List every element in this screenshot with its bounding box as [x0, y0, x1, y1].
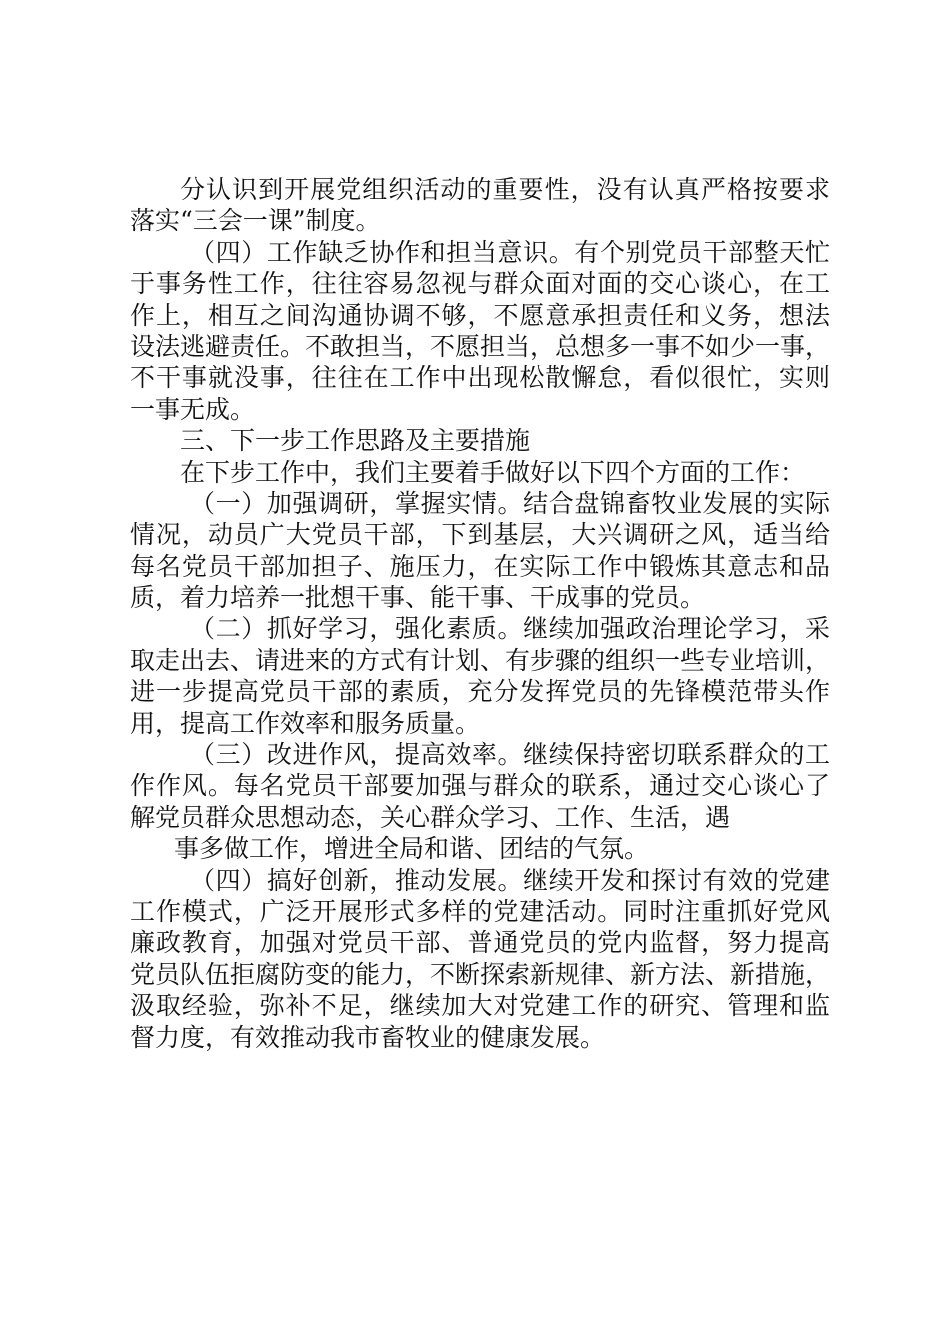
text-line: 质，着力培养一批想干事、能干事、干成事的党员。 [130, 583, 706, 613]
text-line: 用，提高工作效率和服务质量。 [130, 708, 481, 738]
text-line: （二）抓好学习，强化素质。继续加强政治理论学习，采 [190, 614, 830, 644]
text-line: 党员队伍拒腐防变的能力，不断探索新规律、新方法、新措施， [130, 959, 831, 989]
text-line: 在下步工作中，我们主要着手做好以下四个方面的工作： [180, 457, 806, 487]
text-line: 于事务性工作，往往容易忽视与群众面对面的交心谈心，在工 [130, 269, 830, 299]
text-line: 汲取经验，弥补不足，继续加大对党建工作的研究、管理和监 [130, 991, 830, 1021]
text-line: 每名党员干部加担子、施压力，在实际工作中锻炼其意志和品 [130, 551, 830, 581]
text-line: 督力度，有效推动我市畜牧业的健康发展。 [130, 1022, 606, 1052]
text-line: （三）改进作风，提高效率。继续保持密切联系群众的工 [190, 740, 830, 770]
text-line: 落实“三会一课”制度。 [130, 206, 381, 236]
text-line: 解党员群众思想动态，关心群众学习、工作、生活，遇 [130, 802, 731, 832]
text-line: 廉政教育，加强对党员干部、普通党员的党内监督，努力提高 [130, 928, 830, 958]
text-line: 事多做工作，增进全局和谐、团结的气氛。 [174, 834, 650, 864]
body-text [130, 174, 830, 1053]
text-line: （四）搞好创新，推动发展。继续开发和探讨有效的党建 [190, 865, 830, 895]
text-line: 不干事就没事，往往在工作中出现松散懈怠，看似很忙，实则 [130, 363, 830, 393]
text-line: 进一步提高党员干部的素质，充分发挥党员的先锋模范带头作 [130, 677, 830, 707]
text-line: 取走出去、请进来的方式有计划、有步骤的组织一些专业培训， [130, 645, 831, 675]
text-line: 工作模式，广泛开展形式多样的党建活动。同时注重抓好党风 [130, 896, 830, 926]
text-line: 情况，动员广大党员干部，下到基层，大兴调研之风，适当给 [130, 520, 830, 550]
text-line: （四）工作缺乏协作和担当意识。有个别党员干部整天忙 [190, 237, 830, 267]
text-line: （一）加强调研，掌握实情。结合盘锦畜牧业发展的实际 [190, 488, 830, 518]
text-line: 作作风。每名党员干部要加强与群众的联系，通过交心谈心了 [130, 771, 830, 801]
section-heading: 三、下一步工作思路及主要措施 [180, 426, 531, 456]
text-line: 一事无成。 [130, 394, 256, 424]
text-line: 分认识到开展党组织活动的重要性，没有认真严格按要求 [180, 175, 830, 204]
text-line: 设法逃避责任。不敢担当，不愿担当，总想多一事不如少一事， [130, 331, 831, 361]
text-line: 作上，相互之间沟通协调不够，不愿意承担责任和义务，想法 [130, 300, 830, 330]
